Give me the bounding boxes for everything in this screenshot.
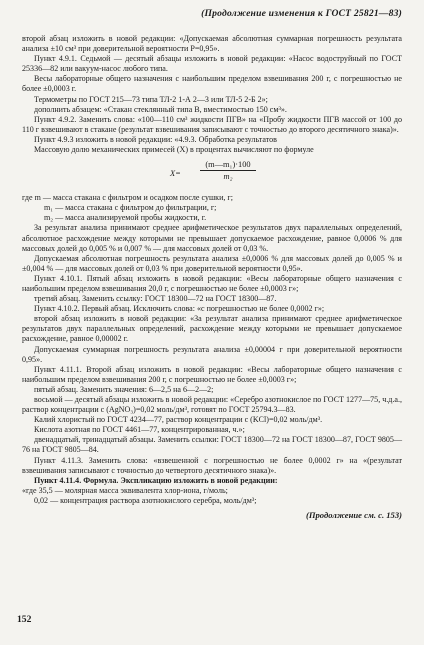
paragraph: Пункт 4.11.3. Заменить слова: «взвешенной с погрешностью не более 0,0002 г» на «(результат взвешивания записывают с точностью до четвертого десятичного знака)». [22,455,402,475]
paragraph: третий абзац. Заменить ссылку: ГОСТ 18300—72 на ГОСТ 18300—87. [34,294,277,304]
paragraph: Пункт 4.9.3 изложить в новой редакции: «4.9.3. Обработка результатов [34,134,277,144]
paragraph: Пункт 4.11.4. Формула. Экспликацию изложить в новой редакции: [34,475,278,485]
paragraph: двенадцатый, тринадцатый абзацы. Заменить ссылки: ГОСТ 18300—72 на ГОСТ 18300—87, ГОСТ 9805—76 на ГОСТ 9805—84. [22,435,402,455]
definition: где m — масса стакана с фильтром и осадком после сушки, г; [22,193,233,203]
paragraph: Пункт 4.10.2. Первый абзац. Исключить слова: «с погрешностью не более 0,0002 г»; [34,304,325,314]
paragraph: Пункт 4.9.1. Седьмой — десятый абзацы изложить в новой редакции: «Насос водоструйный по ГОСТ 25336—82 или вакуум-насос любого типа. [22,54,402,74]
continuation-note: (Продолжение см. с. 153) [305,510,402,521]
paragraph: Пункт 4.11.1. Второй абзац изложить в новой редакции: «Весы лабораторные общего назначения с наибольшим пределом взвешивания 200 г, с погрешностью не более ±0,0003 г»; [22,364,402,384]
paragraph: второй абзац изложить в новой редакции: «Допускаемая абсолютная суммарная погрешность результата анализа ±10 см³ при доверительной вероятности P=0,95». [22,34,402,54]
formula-denominator: m₂ [223,172,233,182]
paragraph: Калий хлористый по ГОСТ 4234—77, раствор концентрации c (KCl)=0,02 моль/дм³. [34,415,323,425]
formula-fraction [200,160,256,181]
definition: m₂ — масса анализируемой пробы жидкости, г. [44,213,207,223]
paragraph: Допускаемая суммарная погрешность результата анализа ±0,00004 г при доверительной вероятности 0,95». [22,344,402,364]
paragraph: Массовую долю механических примесей (X) в процентах вычисляют по формуле [34,145,314,155]
page-number: 152 [17,614,32,625]
paragraph: Пункт 4.9.2. Заменить слова: «100—110 см³ жидкости ПГВ» на «Пробу жидкости ПГВ массой от 100 до 110 г взвешивают в стакане (результат взвешивания записывают с точностью до второго десятичного знака)». [22,114,402,134]
paragraph: второй абзац изложить в новой редакции: «За результат анализа принимают среднее арифметическое результатов двух параллельных определений, расхождение между которыми не превышает допускаемое расхождение, равное 0,00002 г. [22,314,402,344]
paragraph: Кислота азотная по ГОСТ 4461—77, концентрированная, ч.»; [34,425,245,435]
paragraph: 0,02 — концентрация раствора азотнокислого серебра, моль/дм³; [34,495,257,505]
paragraph: пятый абзац. Заменить значения: 6—2,5 на 6—2—2; [34,384,214,394]
paragraph: Допускаемая абсолютная погрешность результата анализа ±0,0006 % для массовых долей до 0,005 % и ±0,004 % — для массовых долей от 0,03 % при доверительной вероятности 0,95». [22,253,402,273]
paragraph: «где 35,5 — молярная масса эквивалента хлор-иона, г/моль; [22,485,228,495]
formula-lhs: X= [170,169,181,179]
paragraph: восьмой — десятый абзацы изложить в новой редакции: «Серебро азотнокислое по ГОСТ 1277—75, ч.д.а., раствор концентрации c (AgNO₃)=0,02 моль/дм³, готовят по ГОСТ 25794.3—83. [22,395,402,415]
page-header: (Продолжение изменения к ГОСТ 25821—83) [201,8,402,19]
paragraph: Термометры по ГОСТ 215—73 типа ТЛ-2 1-А 2—3 или ТЛ-5 2-Б 2»; [34,94,268,104]
definition: m₁ — масса стакана с фильтром до фильтрации, г; [44,203,217,213]
formula-numerator: (m—m₁)·100 [200,160,256,171]
paragraph: Весы лабораторные общего назначения с наибольшим пределом взвешивания 200 г, с погрешностью не более ±0,0003 г. [22,74,402,94]
paragraph: За результат анализа принимают среднее арифметическое результатов двух параллельных определений, абсолютное расхождение между которыми не превышает допускаемое расхождение, равное 0,0006 % для массовых долей до 0,005 % и 0,007 % — для массовых долей от 0,03 %. [22,223,402,253]
formula [22,160,402,190]
paragraph: дополнить абзацем: «Стакан стеклянный типа В, вместимостью 150 см³». [34,104,287,114]
document-page [22,8,402,520]
paragraph: Пункт 4.10.1. Пятый абзац изложить в новой редакции: «Весы лабораторные общего назначения с наибольшим пределом взвешивания 20,0 г, с погрешностью не более ±0,0003 г»; [22,273,402,293]
